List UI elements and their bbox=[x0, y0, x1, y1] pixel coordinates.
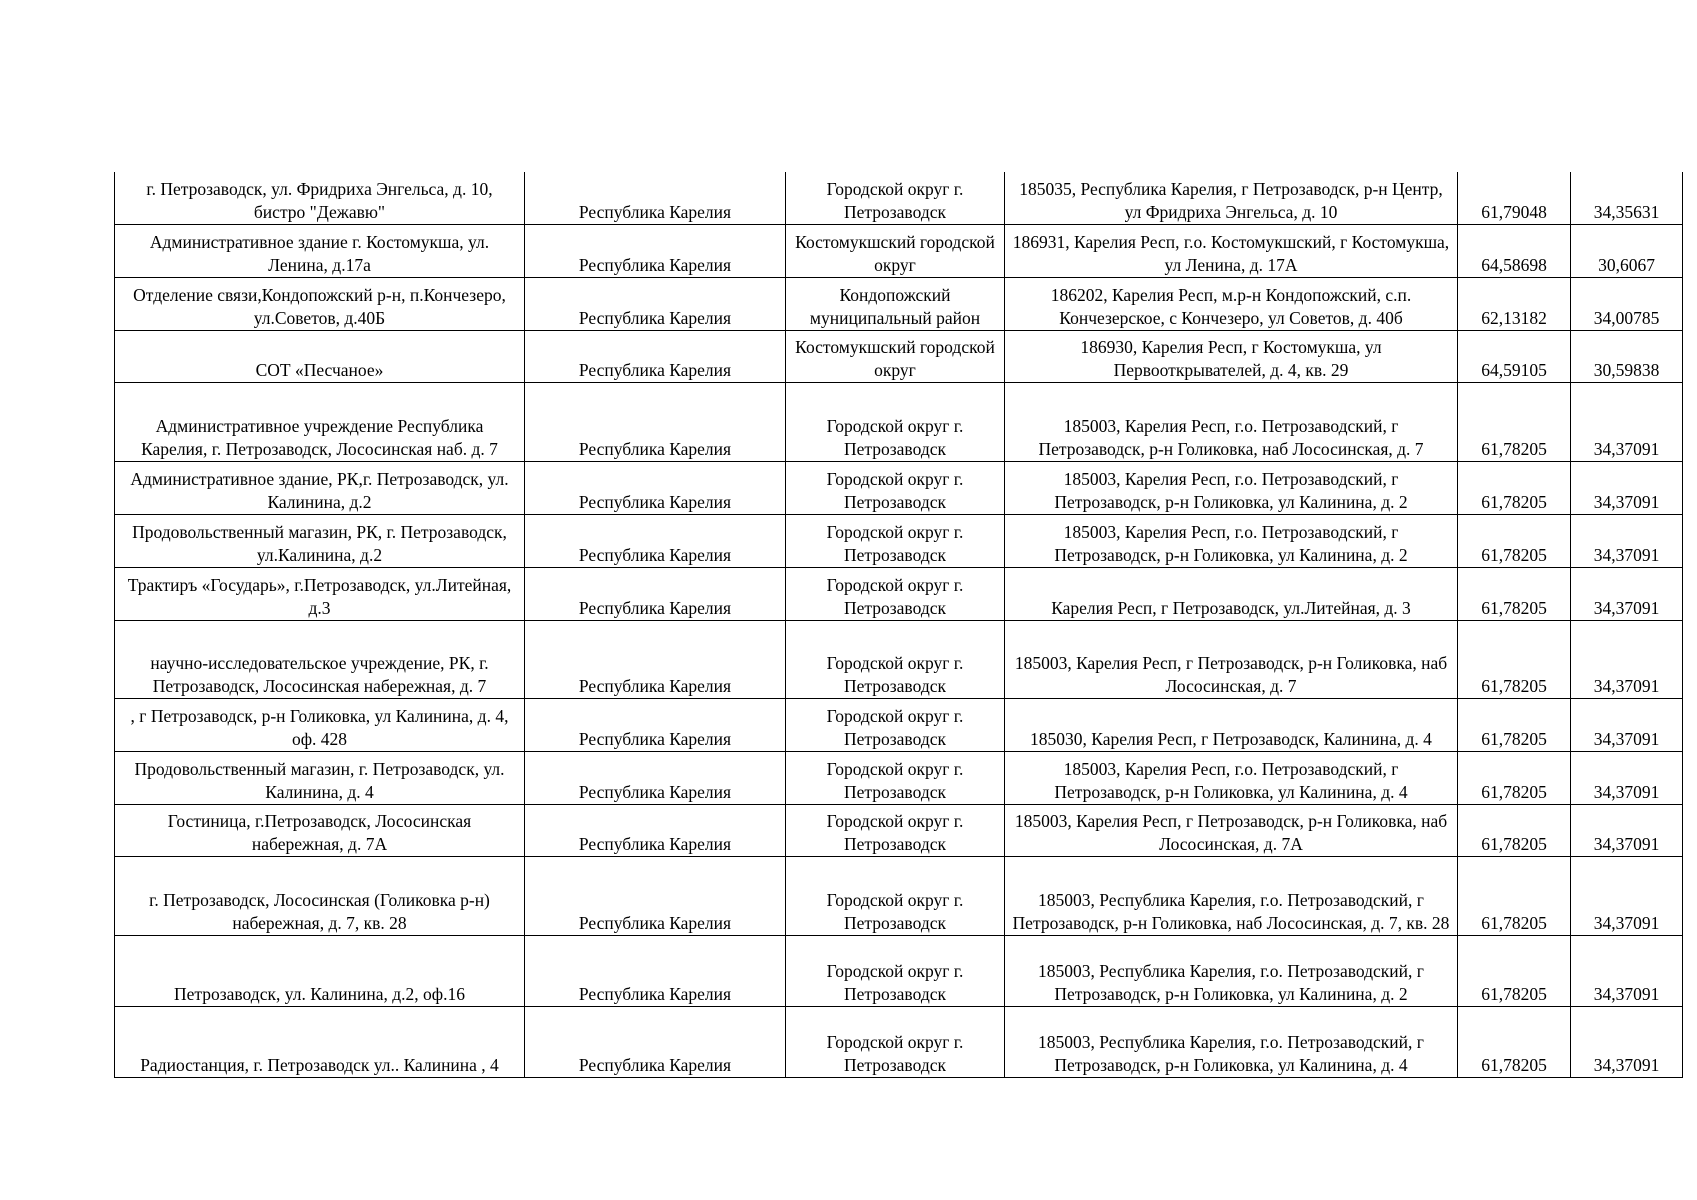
address-cell: Карелия Респ, г Петрозаводск, ул.Литейная, д. 3 bbox=[1005, 567, 1458, 620]
region-cell: Республика Карелия bbox=[525, 172, 786, 224]
table-row bbox=[115, 620, 1683, 698]
region-cell: Республика Карелия bbox=[525, 751, 786, 804]
municipality-cell: Костомукшский городской округ bbox=[786, 224, 1005, 277]
table-row bbox=[115, 804, 1683, 856]
table-row bbox=[115, 514, 1683, 567]
longitude-cell: 34,37091 bbox=[1571, 751, 1683, 804]
latitude-cell: 61,78205 bbox=[1458, 514, 1571, 567]
address-cell: 185035, Республика Карелия, г Петрозаводск, р-н Центр, ул Фридриха Энгельса, д. 10 bbox=[1005, 172, 1458, 224]
latitude-cell: 64,59105 bbox=[1458, 330, 1571, 382]
municipality-cell: Костомукшский городской округ bbox=[786, 330, 1005, 382]
object-name-cell: Административное здание, РК,г. Петрозаводск, ул. Калинина, д.2 bbox=[115, 461, 525, 514]
municipality-cell: Городской округ г. Петрозаводск bbox=[786, 461, 1005, 514]
address-cell: 185003, Карелия Респ, г Петрозаводск, р-н Голиковка, наб Лососинская, д. 7А bbox=[1005, 804, 1458, 856]
longitude-cell: 34,37091 bbox=[1571, 382, 1683, 461]
region-cell: Республика Карелия bbox=[525, 277, 786, 330]
object-name-cell: СОТ «Песчаное» bbox=[115, 330, 525, 382]
longitude-cell: 34,37091 bbox=[1571, 935, 1683, 1006]
object-name-cell: Гостиница, г.Петрозаводск, Лососинская набережная, д. 7А bbox=[115, 804, 525, 856]
latitude-cell: 61,78205 bbox=[1458, 620, 1571, 698]
latitude-cell: 61,78205 bbox=[1458, 461, 1571, 514]
table-row bbox=[115, 567, 1683, 620]
address-cell: 186930, Карелия Респ, г Костомукша, ул Первооткрывателей, д. 4, кв. 29 bbox=[1005, 330, 1458, 382]
longitude-cell: 34,37091 bbox=[1571, 698, 1683, 751]
region-cell: Республика Карелия bbox=[525, 382, 786, 461]
longitude-cell: 34,37091 bbox=[1571, 567, 1683, 620]
address-cell: 185003, Карелия Респ, г Петрозаводск, р-н Голиковка, наб Лососинская, д. 7 bbox=[1005, 620, 1458, 698]
longitude-cell: 30,6067 bbox=[1571, 224, 1683, 277]
address-cell: 185030, Карелия Респ, г Петрозаводск, Калинина, д. 4 bbox=[1005, 698, 1458, 751]
table-row bbox=[115, 751, 1683, 804]
region-cell: Республика Карелия bbox=[525, 330, 786, 382]
table-row bbox=[115, 698, 1683, 751]
region-cell: Республика Карелия bbox=[525, 461, 786, 514]
latitude-cell: 61,78205 bbox=[1458, 698, 1571, 751]
region-cell: Республика Карелия bbox=[525, 620, 786, 698]
registry-table-body bbox=[115, 172, 1683, 1077]
latitude-cell: 64,58698 bbox=[1458, 224, 1571, 277]
municipality-cell: Городской округ г. Петрозаводск bbox=[786, 567, 1005, 620]
region-cell: Республика Карелия bbox=[525, 1006, 786, 1077]
municipality-cell: Городской округ г. Петрозаводск bbox=[786, 1006, 1005, 1077]
longitude-cell: 34,35631 bbox=[1571, 172, 1683, 224]
table-row bbox=[115, 1006, 1683, 1077]
table-row bbox=[115, 382, 1683, 461]
region-cell: Республика Карелия bbox=[525, 804, 786, 856]
municipality-cell: Городской округ г. Петрозаводск bbox=[786, 514, 1005, 567]
region-cell: Республика Карелия bbox=[525, 514, 786, 567]
municipality-cell: Городской округ г. Петрозаводск bbox=[786, 620, 1005, 698]
address-cell: 185003, Республика Карелия, г.о. Петрозаводский, г Петрозаводск, р-н Голиковка, наб Лососинская, д. 7, кв. 28 bbox=[1005, 856, 1458, 935]
latitude-cell: 61,78205 bbox=[1458, 856, 1571, 935]
object-name-cell: Петрозаводск, ул. Калинина, д.2, оф.16 bbox=[115, 935, 525, 1006]
region-cell: Республика Карелия bbox=[525, 224, 786, 277]
address-cell: 186202, Карелия Респ, м.р-н Кондопожский, с.п. Кончезерское, с Кончезеро, ул Советов, д. 40б bbox=[1005, 277, 1458, 330]
table-row bbox=[115, 461, 1683, 514]
table-row bbox=[115, 330, 1683, 382]
object-name-cell: Радиостанция, г. Петрозаводск ул.. Калинина , 4 bbox=[115, 1006, 525, 1077]
address-cell: 185003, Карелия Респ, г.о. Петрозаводский, г Петрозаводск, р-н Голиковка, наб Лососинская, д. 7 bbox=[1005, 382, 1458, 461]
address-cell: 185003, Карелия Респ, г.о. Петрозаводский, г Петрозаводск, р-н Голиковка, ул Калинина, д. 2 bbox=[1005, 514, 1458, 567]
table-row bbox=[115, 856, 1683, 935]
address-cell: 185003, Карелия Респ, г.о. Петрозаводский, г Петрозаводск, р-н Голиковка, ул Калинина, д. 4 bbox=[1005, 751, 1458, 804]
latitude-cell: 61,78205 bbox=[1458, 751, 1571, 804]
address-cell: 186931, Карелия Респ, г.о. Костомукшский, г Костомукша, ул Ленина, д. 17А bbox=[1005, 224, 1458, 277]
longitude-cell: 34,37091 bbox=[1571, 514, 1683, 567]
address-cell: 185003, Карелия Респ, г.о. Петрозаводский, г Петрозаводск, р-н Голиковка, ул Калинина, д. 2 bbox=[1005, 461, 1458, 514]
latitude-cell: 61,78205 bbox=[1458, 382, 1571, 461]
municipality-cell: Кондопожский муниципальный район bbox=[786, 277, 1005, 330]
address-cell: 185003, Республика Карелия, г.о. Петрозаводский, г Петрозаводск, р-н Голиковка, ул Калинина, д. 4 bbox=[1005, 1006, 1458, 1077]
longitude-cell: 34,37091 bbox=[1571, 1006, 1683, 1077]
object-name-cell: , г Петрозаводск, р-н Голиковка, ул Калинина, д. 4, оф. 428 bbox=[115, 698, 525, 751]
table-row bbox=[115, 224, 1683, 277]
longitude-cell: 34,00785 bbox=[1571, 277, 1683, 330]
region-cell: Республика Карелия bbox=[525, 567, 786, 620]
region-cell: Республика Карелия bbox=[525, 698, 786, 751]
object-name-cell: Административное учреждение Республика Карелия, г. Петрозаводск, Лососинская наб. д. 7 bbox=[115, 382, 525, 461]
latitude-cell: 61,79048 bbox=[1458, 172, 1571, 224]
longitude-cell: 34,37091 bbox=[1571, 856, 1683, 935]
table-row bbox=[115, 277, 1683, 330]
municipality-cell: Городской округ г. Петрозаводск bbox=[786, 382, 1005, 461]
municipality-cell: Городской округ г. Петрозаводск bbox=[786, 856, 1005, 935]
object-name-cell: Административное здание г. Костомукша, ул. Ленина, д.17а bbox=[115, 224, 525, 277]
latitude-cell: 61,78205 bbox=[1458, 935, 1571, 1006]
object-name-cell: научно-исследовательское учреждение, РК, г. Петрозаводск, Лососинская набережная, д. 7 bbox=[115, 620, 525, 698]
region-cell: Республика Карелия bbox=[525, 935, 786, 1006]
object-name-cell: Продовольственный магазин, РК, г. Петрозаводск, ул.Калинина, д.2 bbox=[115, 514, 525, 567]
region-cell: Республика Карелия bbox=[525, 856, 786, 935]
latitude-cell: 61,78205 bbox=[1458, 567, 1571, 620]
object-name-cell: г. Петрозаводск, ул. Фридриха Энгельса, д. 10, бистро "Дежавю" bbox=[115, 172, 525, 224]
longitude-cell: 34,37091 bbox=[1571, 620, 1683, 698]
object-name-cell: Отделение связи,Кондопожский р-н, п.Кончезеро, ул.Советов, д.40Б bbox=[115, 277, 525, 330]
address-cell: 185003, Республика Карелия, г.о. Петрозаводский, г Петрозаводск, р-н Голиковка, ул Калинина, д. 2 bbox=[1005, 935, 1458, 1006]
object-name-cell: г. Петрозаводск, Лососинская (Голиковка р-н) набережная, д. 7, кв. 28 bbox=[115, 856, 525, 935]
table-row bbox=[115, 935, 1683, 1006]
longitude-cell: 34,37091 bbox=[1571, 461, 1683, 514]
latitude-cell: 61,78205 bbox=[1458, 1006, 1571, 1077]
longitude-cell: 30,59838 bbox=[1571, 330, 1683, 382]
registry-table bbox=[114, 172, 1683, 1078]
municipality-cell: Городской округ г. Петрозаводск bbox=[786, 698, 1005, 751]
municipality-cell: Городской округ г. Петрозаводск bbox=[786, 751, 1005, 804]
object-name-cell: Продовольственный магазин, г. Петрозаводск, ул. Калинина, д. 4 bbox=[115, 751, 525, 804]
municipality-cell: Городской округ г. Петрозаводск bbox=[786, 172, 1005, 224]
municipality-cell: Городской округ г. Петрозаводск bbox=[786, 804, 1005, 856]
longitude-cell: 34,37091 bbox=[1571, 804, 1683, 856]
table-row bbox=[115, 172, 1683, 224]
object-name-cell: Трактиръ «Государь», г.Петрозаводск, ул.Литейная, д.3 bbox=[115, 567, 525, 620]
latitude-cell: 61,78205 bbox=[1458, 804, 1571, 856]
latitude-cell: 62,13182 bbox=[1458, 277, 1571, 330]
municipality-cell: Городской округ г. Петрозаводск bbox=[786, 935, 1005, 1006]
